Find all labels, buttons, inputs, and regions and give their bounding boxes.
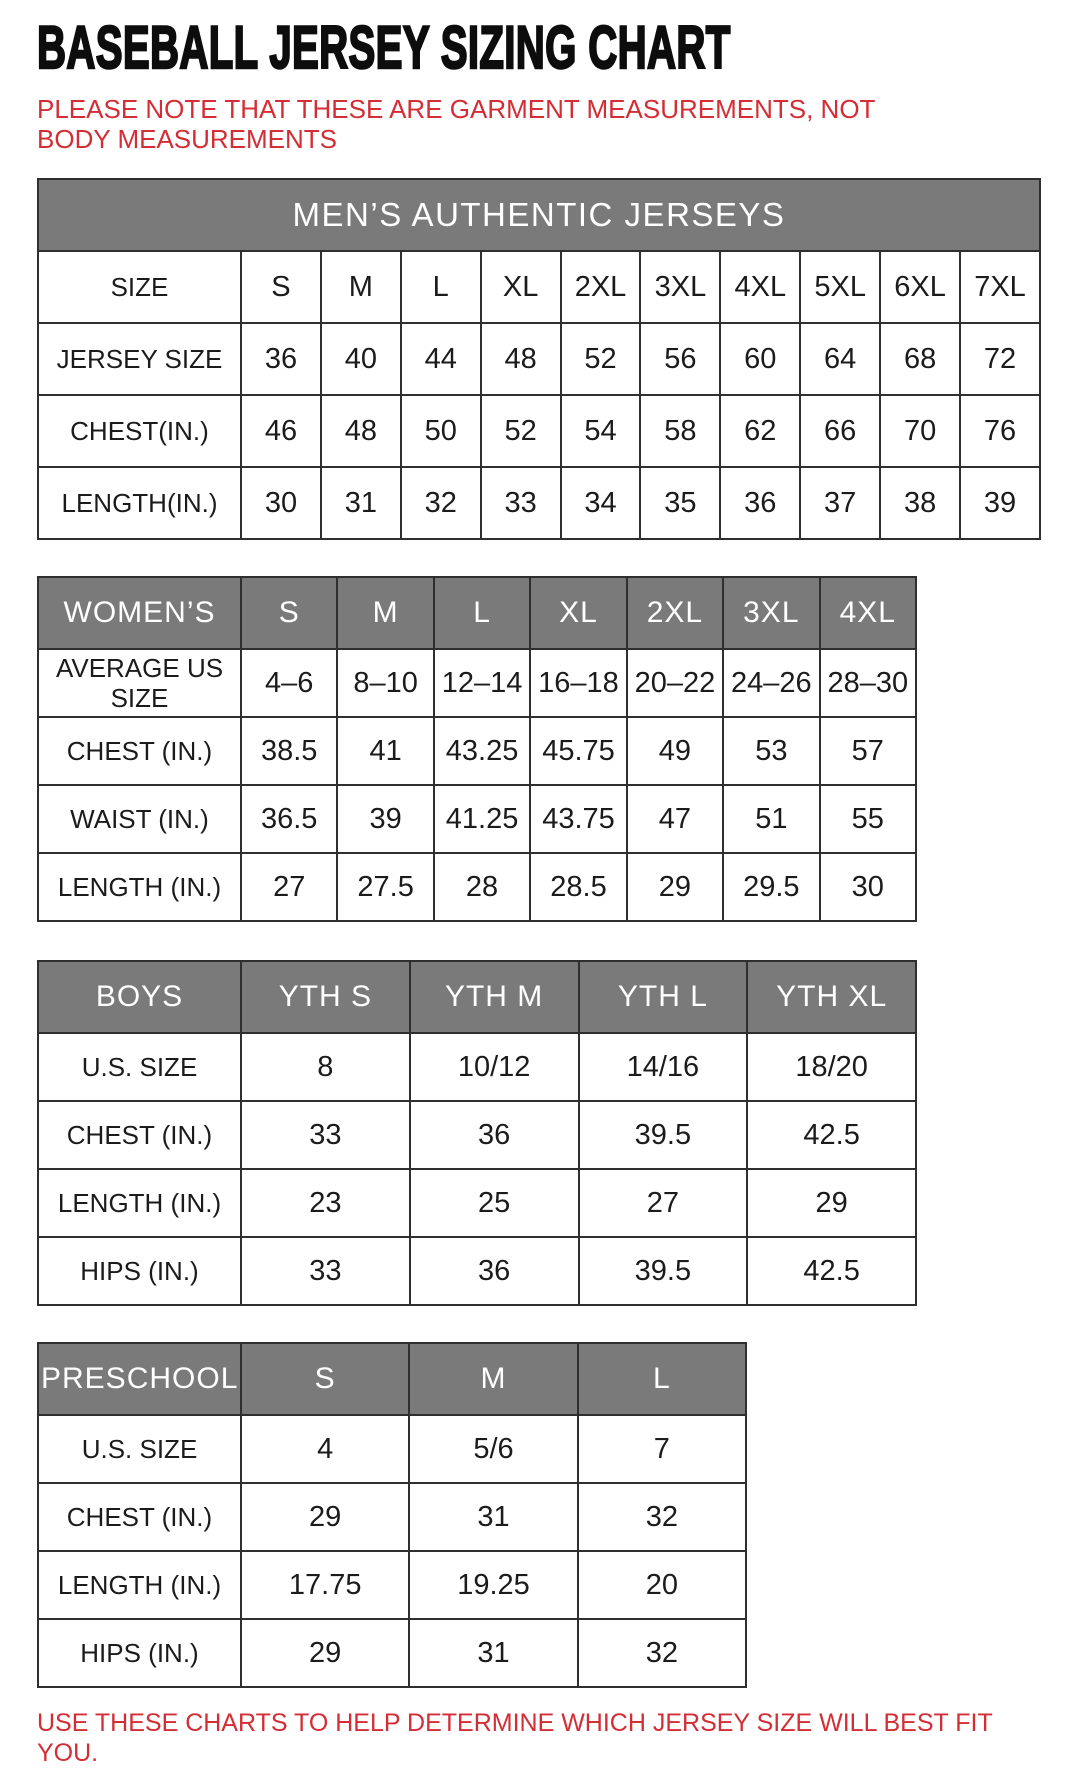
table-cell: 53 bbox=[723, 717, 819, 785]
table-cell: 8–10 bbox=[337, 649, 433, 717]
preschool-header-row bbox=[38, 1343, 746, 1415]
table-cell: 36 bbox=[241, 323, 321, 395]
table-cell: 27 bbox=[579, 1169, 748, 1237]
table-cell: 50 bbox=[401, 395, 481, 467]
column-header: YTH XL bbox=[747, 961, 916, 1033]
table-cell: 29 bbox=[627, 853, 723, 921]
table-cell: 14/16 bbox=[579, 1033, 748, 1101]
table-cell: 4XL bbox=[720, 251, 800, 323]
table-cell: 57 bbox=[820, 717, 916, 785]
size-table-womens bbox=[37, 576, 917, 922]
table-cell: 25 bbox=[410, 1169, 579, 1237]
table-cell: 37 bbox=[800, 467, 880, 539]
table-cell: 35 bbox=[640, 467, 720, 539]
column-header: 4XL bbox=[820, 577, 916, 649]
column-header: M bbox=[337, 577, 433, 649]
table-cell: 43.75 bbox=[530, 785, 626, 853]
size-table-preschool bbox=[37, 1342, 747, 1688]
mens-row bbox=[38, 323, 1040, 395]
table-cell: 39 bbox=[337, 785, 433, 853]
table-cell: 48 bbox=[481, 323, 561, 395]
table-cell: 32 bbox=[401, 467, 481, 539]
preschool-row bbox=[38, 1619, 746, 1687]
womens-header-row bbox=[38, 577, 916, 649]
table-cell: 41.25 bbox=[434, 785, 530, 853]
table-cell: 60 bbox=[720, 323, 800, 395]
table-cell: 24–26 bbox=[723, 649, 819, 717]
table-cell: 42.5 bbox=[747, 1101, 916, 1169]
table-cell: 17.75 bbox=[241, 1551, 409, 1619]
table-cell: 31 bbox=[321, 467, 401, 539]
boys-header-row bbox=[38, 961, 916, 1033]
row-label: U.S. SIZE bbox=[38, 1415, 241, 1483]
boys-header-label: BOYS bbox=[38, 961, 241, 1033]
row-label: CHEST (IN.) bbox=[38, 1101, 241, 1169]
mens-table bbox=[37, 250, 1041, 540]
table-cell: 16–18 bbox=[530, 649, 626, 717]
table-cell: 56 bbox=[640, 323, 720, 395]
row-label: CHEST (IN.) bbox=[38, 717, 241, 785]
boys-row bbox=[38, 1101, 916, 1169]
column-header: L bbox=[434, 577, 530, 649]
row-label: SIZE bbox=[38, 251, 241, 323]
table-cell: 30 bbox=[820, 853, 916, 921]
table-cell: 3XL bbox=[640, 251, 720, 323]
table-cell: 29 bbox=[241, 1619, 409, 1687]
column-header: S bbox=[241, 577, 337, 649]
table-cell: 55 bbox=[820, 785, 916, 853]
table-cell: 38.5 bbox=[241, 717, 337, 785]
garment-measurement-note: PLEASE NOTE THAT THESE ARE GARMENT MEASUREMENTS, NOT BODY MEASUREMENTS bbox=[37, 94, 875, 154]
row-label: HIPS (IN.) bbox=[38, 1619, 241, 1687]
table-cell: 39.5 bbox=[579, 1101, 748, 1169]
page-title bbox=[37, 14, 1077, 81]
table-cell: 68 bbox=[880, 323, 960, 395]
table-cell: 20 bbox=[578, 1551, 746, 1619]
mens-row bbox=[38, 251, 1040, 323]
table-cell: 49 bbox=[627, 717, 723, 785]
table-cell: 4 bbox=[241, 1415, 409, 1483]
boys-table bbox=[37, 960, 917, 1306]
column-header: 3XL bbox=[723, 577, 819, 649]
row-label: LENGTH (IN.) bbox=[38, 853, 241, 921]
table-cell: 33 bbox=[241, 1101, 410, 1169]
table-cell: 39.5 bbox=[579, 1237, 748, 1305]
table-cell: 32 bbox=[578, 1483, 746, 1551]
row-label: CHEST (IN.) bbox=[38, 1483, 241, 1551]
table-cell: 40 bbox=[321, 323, 401, 395]
mens-row bbox=[38, 395, 1040, 467]
boys-row bbox=[38, 1169, 916, 1237]
row-label: WAIST (IN.) bbox=[38, 785, 241, 853]
table-cell: 20–22 bbox=[627, 649, 723, 717]
table-cell: M bbox=[321, 251, 401, 323]
table-cell: 12–14 bbox=[434, 649, 530, 717]
page-title-text: BASEBALL JERSEY SIZING CHART bbox=[37, 14, 731, 81]
table-cell: 31 bbox=[409, 1483, 577, 1551]
table-cell: S bbox=[241, 251, 321, 323]
preschool-row bbox=[38, 1483, 746, 1551]
column-header: XL bbox=[530, 577, 626, 649]
table-cell: 27.5 bbox=[337, 853, 433, 921]
table-cell: 5XL bbox=[800, 251, 880, 323]
column-header: YTH L bbox=[579, 961, 748, 1033]
table-cell: 10/12 bbox=[410, 1033, 579, 1101]
mens-banner-title: MEN’S AUTHENTIC JERSEYS bbox=[37, 178, 1041, 250]
table-cell: 29 bbox=[747, 1169, 916, 1237]
table-cell: 8 bbox=[241, 1033, 410, 1101]
table-cell: 76 bbox=[960, 395, 1040, 467]
table-cell: 58 bbox=[640, 395, 720, 467]
table-cell: 54 bbox=[561, 395, 641, 467]
table-cell: 29 bbox=[241, 1483, 409, 1551]
size-tables-container bbox=[37, 178, 1077, 1688]
table-cell: 29.5 bbox=[723, 853, 819, 921]
row-label: U.S. SIZE bbox=[38, 1033, 241, 1101]
column-header: M bbox=[409, 1343, 577, 1415]
table-cell: 7XL bbox=[960, 251, 1040, 323]
table-cell: 47 bbox=[627, 785, 723, 853]
preschool-header-label: PRESCHOOL bbox=[38, 1343, 241, 1415]
table-cell: 30 bbox=[241, 467, 321, 539]
table-cell: 27 bbox=[241, 853, 337, 921]
womens-row bbox=[38, 853, 916, 921]
womens-header-label: WOMEN’S bbox=[38, 577, 241, 649]
size-table-boys bbox=[37, 960, 917, 1306]
column-header: 2XL bbox=[627, 577, 723, 649]
table-cell: 46 bbox=[241, 395, 321, 467]
table-cell: 43.25 bbox=[434, 717, 530, 785]
table-cell: 4–6 bbox=[241, 649, 337, 717]
womens-row bbox=[38, 717, 916, 785]
table-cell: 36 bbox=[410, 1101, 579, 1169]
table-cell: 34 bbox=[561, 467, 641, 539]
table-cell: 5/6 bbox=[409, 1415, 577, 1483]
row-label: LENGTH(IN.) bbox=[38, 467, 241, 539]
table-cell: 6XL bbox=[880, 251, 960, 323]
table-cell: 72 bbox=[960, 323, 1040, 395]
size-table-mens bbox=[37, 178, 1041, 540]
table-cell: 52 bbox=[561, 323, 641, 395]
table-cell: 41 bbox=[337, 717, 433, 785]
row-label: LENGTH (IN.) bbox=[38, 1169, 241, 1237]
table-cell: 31 bbox=[409, 1619, 577, 1687]
table-cell: 19.25 bbox=[409, 1551, 577, 1619]
table-cell: 7 bbox=[578, 1415, 746, 1483]
table-cell: 51 bbox=[723, 785, 819, 853]
table-cell: 70 bbox=[880, 395, 960, 467]
table-cell: 23 bbox=[241, 1169, 410, 1237]
table-cell: L bbox=[401, 251, 481, 323]
preschool-row bbox=[38, 1551, 746, 1619]
preschool-row bbox=[38, 1415, 746, 1483]
table-cell: 36.5 bbox=[241, 785, 337, 853]
table-cell: 45.75 bbox=[530, 717, 626, 785]
table-cell: 2XL bbox=[561, 251, 641, 323]
table-cell: 39 bbox=[960, 467, 1040, 539]
table-cell: 33 bbox=[241, 1237, 410, 1305]
boys-row bbox=[38, 1237, 916, 1305]
row-label: CHEST(IN.) bbox=[38, 395, 241, 467]
table-cell: XL bbox=[481, 251, 561, 323]
table-cell: 33 bbox=[481, 467, 561, 539]
womens-row bbox=[38, 785, 916, 853]
column-header: YTH M bbox=[410, 961, 579, 1033]
column-header: L bbox=[578, 1343, 746, 1415]
row-label: HIPS (IN.) bbox=[38, 1237, 241, 1305]
footer-note: USE THESE CHARTS TO HELP DETERMINE WHICH JERSEY SIZE WILL BEST FIT YOU. bbox=[37, 1709, 993, 1767]
table-cell: 44 bbox=[401, 323, 481, 395]
table-cell: 28.5 bbox=[530, 853, 626, 921]
row-label: LENGTH (IN.) bbox=[38, 1551, 241, 1619]
table-cell: 28–30 bbox=[820, 649, 916, 717]
table-cell: 64 bbox=[800, 323, 880, 395]
table-cell: 66 bbox=[800, 395, 880, 467]
boys-row bbox=[38, 1033, 916, 1101]
row-label: JERSEY SIZE bbox=[38, 323, 241, 395]
table-cell: 36 bbox=[410, 1237, 579, 1305]
table-cell: 28 bbox=[434, 853, 530, 921]
preschool-table bbox=[37, 1342, 747, 1688]
womens-table bbox=[37, 576, 917, 922]
table-cell: 36 bbox=[720, 467, 800, 539]
column-header: YTH S bbox=[241, 961, 410, 1033]
row-label: AVERAGE US SIZE bbox=[38, 649, 241, 717]
table-cell: 52 bbox=[481, 395, 561, 467]
column-header: S bbox=[241, 1343, 409, 1415]
table-cell: 18/20 bbox=[747, 1033, 916, 1101]
table-cell: 38 bbox=[880, 467, 960, 539]
table-cell: 62 bbox=[720, 395, 800, 467]
table-cell: 42.5 bbox=[747, 1237, 916, 1305]
table-cell: 48 bbox=[321, 395, 401, 467]
mens-row bbox=[38, 467, 1040, 539]
womens-row bbox=[38, 649, 916, 717]
table-cell: 32 bbox=[578, 1619, 746, 1687]
